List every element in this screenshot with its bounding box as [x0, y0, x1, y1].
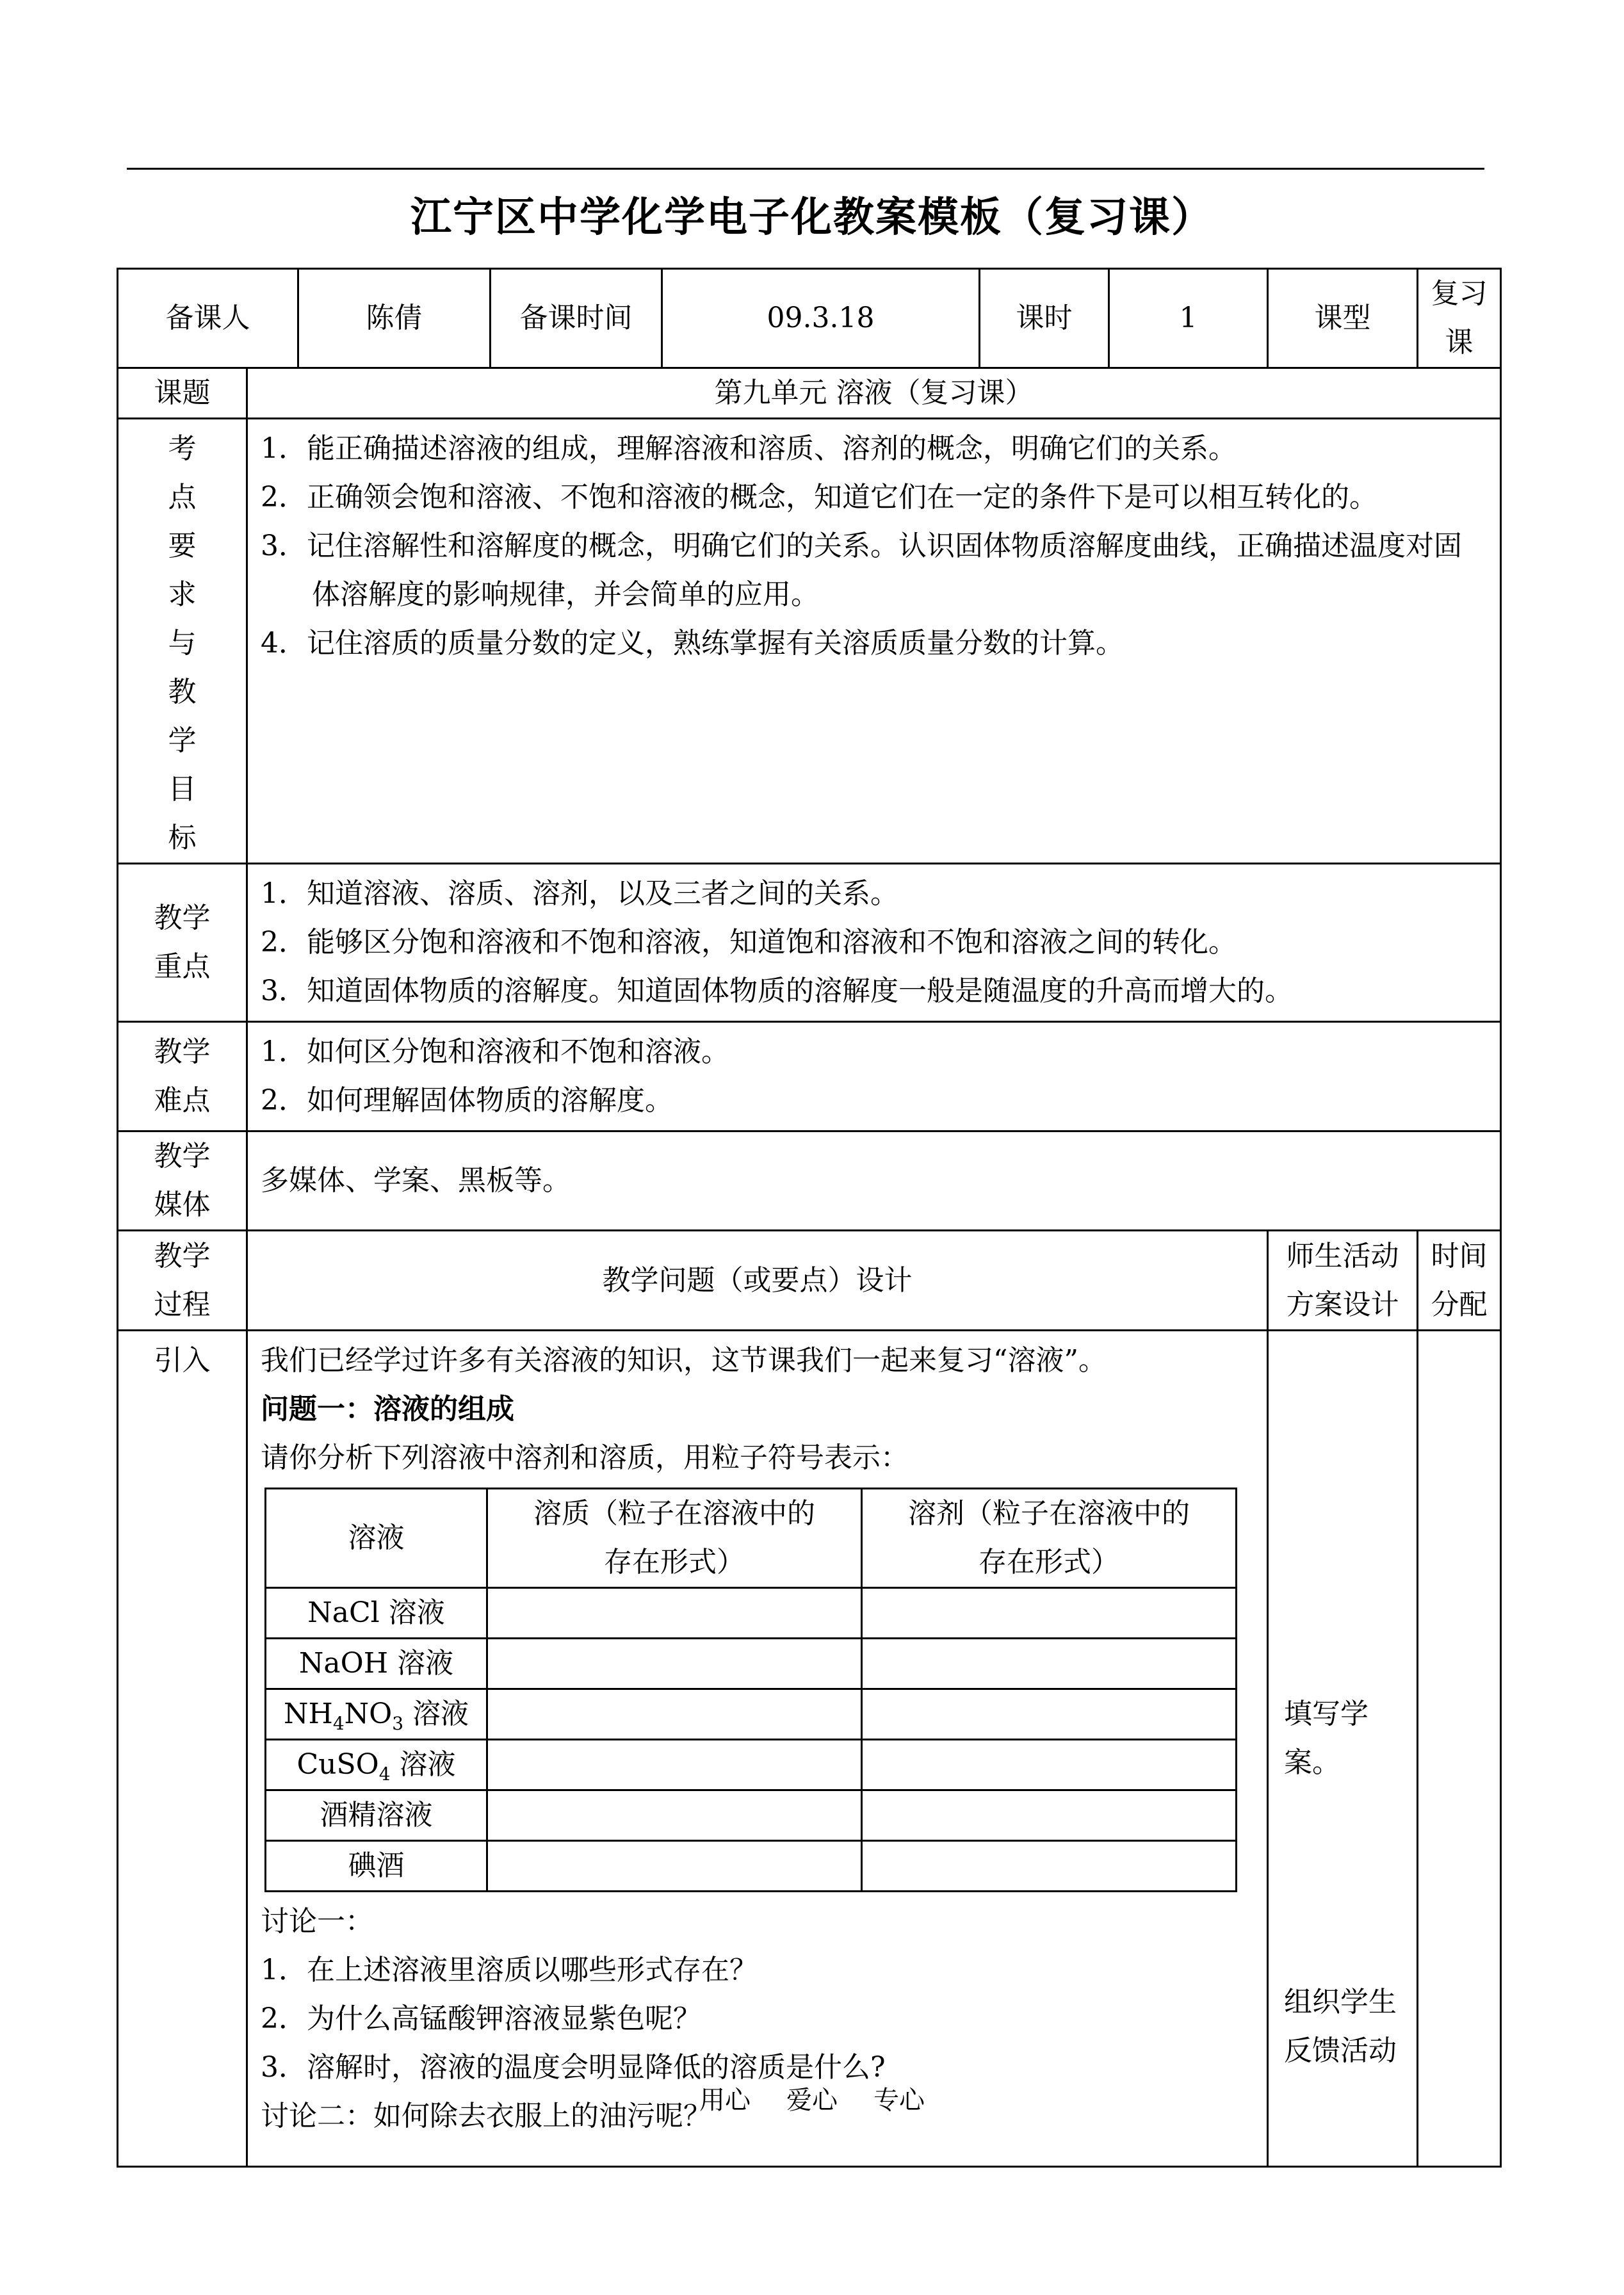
prep-time-label: 备课时间	[491, 269, 662, 368]
solute-cell	[487, 1740, 862, 1790]
time-cell	[1418, 1331, 1501, 2167]
instruction-text: 请你分析下列溶液中溶剂和溶质，用粒子符号表示：	[261, 1441, 909, 1474]
solute-cell	[487, 1588, 862, 1639]
solvent-cell	[862, 1639, 1237, 1689]
difficulty-item: 2．如何理解固体物质的溶解度。	[261, 1084, 673, 1117]
topic-value: 第九单元 溶液（复习课）	[247, 368, 1501, 419]
key-point-item: 3．知道固体物质的溶解度。知道固体物质的溶解度一般是随温度的升高而增大的。	[261, 975, 1293, 1007]
activity-fill: 填写学案。	[1284, 1698, 1368, 1779]
intro-label: 引入	[118, 1331, 247, 2167]
solution-name: $NH_4NO_3$ 溶液	[266, 1689, 487, 1740]
lesson-plan-table	[117, 268, 1502, 2168]
difficulties-row	[118, 1022, 1501, 1131]
media-row	[118, 1131, 1501, 1231]
solvent-cell	[862, 1588, 1237, 1639]
media-label: 教学 媒体	[118, 1131, 247, 1231]
difficulties-label: 教学 难点	[118, 1022, 247, 1131]
intro-content	[247, 1331, 1268, 2167]
table-row	[266, 1689, 1237, 1740]
solution-table-header	[266, 1489, 1237, 1588]
table-row	[266, 1841, 1237, 1892]
footer: 用心 爱心 专心	[699, 2086, 925, 2115]
col-solute-header: 溶质（粒子在溶液中的 存在形式）	[487, 1489, 862, 1588]
period-value: 1	[1109, 269, 1268, 368]
process-label: 教学 过程	[118, 1231, 247, 1331]
lesson-type-label: 课型	[1268, 269, 1418, 368]
solute-cell	[487, 1639, 862, 1689]
discussion1-item: 1．在上述溶液里溶质以哪些形式存在？	[261, 1954, 758, 1986]
preparer-value: 陈倩	[298, 269, 491, 368]
time-header: 时间 分配	[1418, 1231, 1501, 1331]
objective-item: 1．能正确描述溶液的组成，理解溶液和溶质、溶剂的概念，明确它们的关系。	[261, 432, 1237, 465]
design-header: 教学问题（或要点）设计	[247, 1231, 1268, 1331]
key-point-item: 2．能够区分饱和溶液和不饱和溶液，知道饱和溶液和不饱和溶液之间的转化。	[261, 926, 1237, 959]
solution-name: NaOH 溶液	[266, 1639, 487, 1689]
prep-time-value: 09.3.18	[662, 269, 980, 368]
solution-name: NaCl 溶液	[266, 1588, 487, 1639]
header-rule	[127, 168, 1484, 170]
objective-item: 2．正确领会饱和溶液、不饱和溶液的概念，知道它们在一定的条件下是可以相互转化的。	[261, 481, 1377, 514]
difficulty-item: 1．如何区分饱和溶液和不饱和溶液。	[261, 1035, 729, 1068]
solute-cell	[487, 1790, 862, 1841]
solute-cell	[487, 1689, 862, 1740]
objectives-row	[118, 419, 1501, 864]
table-row	[266, 1790, 1237, 1841]
question-title: 问题一：溶液的组成	[261, 1393, 514, 1425]
table-row	[266, 1588, 1237, 1639]
solvent-cell	[862, 1790, 1237, 1841]
key-point-item: 1．知道溶液、溶质、溶剂，以及三者之间的关系。	[261, 877, 898, 910]
intro-row	[118, 1331, 1501, 2167]
preparer-label: 备课人	[118, 269, 298, 368]
process-header-row	[118, 1231, 1501, 1331]
discussion1-item: 2．为什么高锰酸钾溶液显紫色呢？	[261, 2002, 701, 2035]
solution-table	[264, 1488, 1237, 1892]
solution-name: 碘酒	[266, 1841, 487, 1892]
solvent-cell	[862, 1740, 1237, 1790]
col-solution-header: 溶液	[266, 1489, 487, 1588]
objectives-label: 考 点 要 求 与 教 学 目 标	[118, 419, 247, 864]
table-row	[266, 1639, 1237, 1689]
period-label: 课时	[980, 269, 1109, 368]
solute-cell	[487, 1841, 862, 1892]
solution-name: 酒精溶液	[266, 1790, 487, 1841]
solvent-cell	[862, 1841, 1237, 1892]
key-points-list	[247, 864, 1501, 1022]
discussion2: 讨论二：如何除去衣服上的油污呢？	[261, 2100, 711, 2132]
key-points-row	[118, 864, 1501, 1022]
topic-row	[118, 368, 1501, 419]
activity-header: 师生活动 方案设计	[1268, 1231, 1418, 1331]
key-points-label: 教学 重点	[118, 864, 247, 1022]
discussion1-title: 讨论一：	[261, 1905, 373, 1938]
table-row	[266, 1740, 1237, 1790]
meta-row	[118, 269, 1501, 368]
objective-item: 4．记住溶质的质量分数的定义，熟练掌握有关溶质质量分数的计算。	[261, 627, 1124, 660]
activity-feedback: 组织学生 反馈活动	[1284, 1986, 1397, 2067]
difficulties-list	[247, 1022, 1501, 1131]
objectives-list	[247, 419, 1501, 864]
lesson-type-value: 复习课	[1418, 269, 1501, 368]
media-value: 多媒体、学案、黑板等。	[247, 1131, 1501, 1231]
solvent-cell	[862, 1689, 1237, 1740]
solution-name: CuSO$_4$ 溶液	[266, 1740, 487, 1790]
intro-text: 我们已经学过许多有关溶液的知识，这节课我们一起来复习“溶液”。	[261, 1344, 1107, 1377]
objective-item: 3．记住溶解性和溶解度的概念，明确它们的关系。认识固体物质溶解度曲线，正确描述温度对固体溶解度的影响规律，并会简单的应用。	[261, 530, 1462, 611]
topic-label: 课题	[118, 368, 247, 419]
col-solvent-header: 溶剂（粒子在溶液中的 存在形式）	[862, 1489, 1237, 1588]
discussion1-item: 3．溶解时，溶液的温度会明显降低的溶质是什么?	[261, 2051, 886, 2084]
document-title: 江宁区中学化学电子化教案模板（复习课）	[410, 194, 1214, 241]
activity-cell	[1268, 1331, 1418, 2167]
